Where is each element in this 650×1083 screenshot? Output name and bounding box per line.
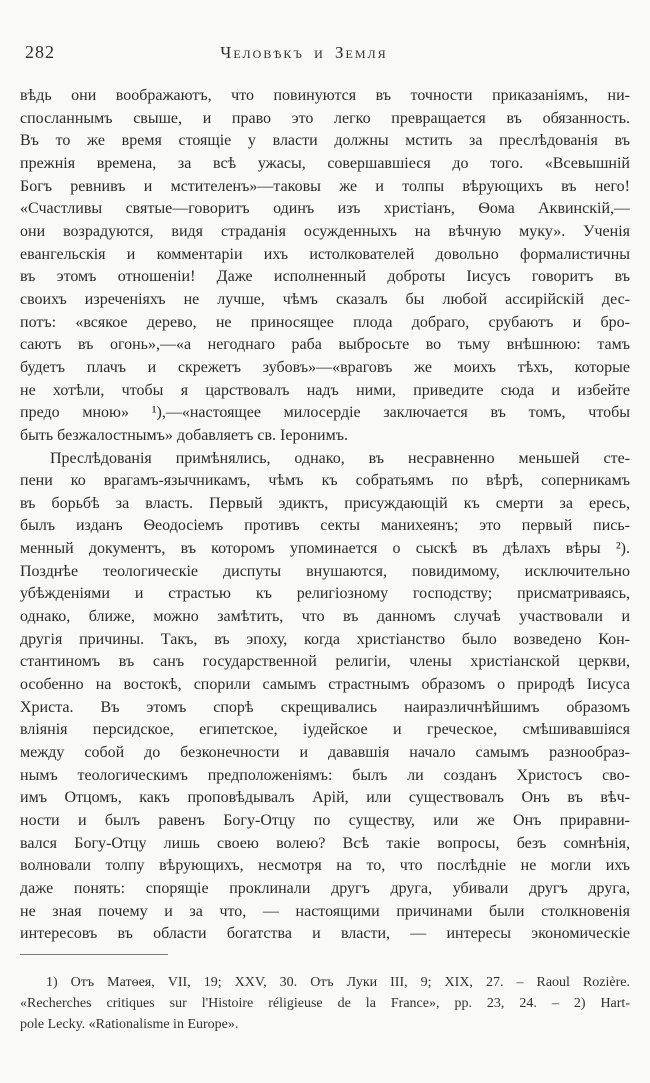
text-line: прежнія времена, за всѣ ужасы, совершавшіеся до того. «Всевышній xyxy=(20,154,630,172)
running-title: Человѣкъ и Земля xyxy=(220,43,388,62)
text-line: ности и былъ равенъ Богу-Отцу по существу, или же Онъ приравни- xyxy=(20,812,630,829)
text-line: Преслѣдованія примѣнялись, однако, въ несравненно меньшей сте- xyxy=(50,449,630,467)
text-line: евангельскія и комментаріи ихъ истолкователей довольно формалистичны xyxy=(20,245,630,263)
text-line: будетъ плачъ и скрежетъ зубовъ»—«враговъ же моихъ тѣхъ, которые xyxy=(20,358,630,376)
text-line: Въ то же время стоящіе у власти должны мстить за преслѣдованія въ xyxy=(20,132,630,150)
text-line: они возрадуются, видя страданія осужденныхъ на вѣчную муку». Ученія xyxy=(20,222,630,240)
text-line: «Счастливы святые—говоритъ одинъ изъ христіанъ, Ѳома Аквинскій,— xyxy=(20,200,630,218)
text-line: спосланнымъ свыше, и право это легко превращается въ обязанность. xyxy=(20,109,630,127)
text-line: однако, ближе, можно замѣтить, что въ данномъ случаѣ участвовали и xyxy=(20,608,630,626)
text-line: въ этомъ отношеніи! Даже исполненный доброты Іисусъ говоритъ въ xyxy=(20,268,630,286)
text-line: интересовъ въ области богатства и власти, — интересы экономическіе xyxy=(20,925,630,943)
text-line: убѣжденіями и страстью къ религіозному господству; присматриваясь, xyxy=(20,585,630,603)
footnotes xyxy=(20,973,630,1035)
text-line: Христа. Въ этомъ спорѣ скрещивались наиразличнѣйшимъ образомъ xyxy=(20,698,630,716)
footnote-separator xyxy=(20,954,168,955)
text-line: стантиномъ въ санъ государственной религіи, члены христіанской церкви, xyxy=(20,653,630,671)
paragraph-2 xyxy=(20,448,630,946)
text-line: былъ изданъ Ѳеодосіемъ противъ секты манихеянъ; это первый пись- xyxy=(20,517,630,535)
text-line: вѣдь они воображаютъ, что повинуются въ точности приказаніямъ, ни- xyxy=(20,87,630,104)
text-line: Позднѣе теологическіе диспуты внушаются, повидимому, исключительно xyxy=(20,562,630,580)
paragraph-1 xyxy=(20,85,630,448)
text-line: имъ Отцомъ, какъ проповѣдывалъ Арій, или существовалъ Онъ въ вѣч- xyxy=(20,789,630,807)
page-body xyxy=(20,85,630,946)
text-line: потъ: «всякое дерево, не приносящее плода добраго, срубаютъ и бро- xyxy=(20,313,630,331)
text-line: волновали толпу вѣрующихъ, несмотря на то, что послѣдніе не могли ихъ xyxy=(20,857,630,875)
text-line: пени ко врагамъ-язычникамъ, чѣмъ къ собратьямъ по вѣрѣ, соперникамъ xyxy=(20,472,630,490)
text-line: нымъ теологическимъ предположеніямъ: былъ ли созданъ Христосъ сво- xyxy=(20,766,630,784)
text-line: Богъ ревнивъ и мстителенъ»—таковы же и толпы вѣрующихъ въ него! xyxy=(20,177,630,195)
text-line: не хотѣли, чтобы я царствовалъ надъ ними, приведите сюда и избейте xyxy=(20,381,630,399)
text-line: pole Lecky. «Rationalisme in Europe». xyxy=(20,1016,239,1032)
text-line: быть безжалостнымъ» добавляетъ св. Іеронимъ. xyxy=(20,426,348,444)
text-line: своихъ изреченіяхъ не лучше, чѣмъ сказалъ бы любой ассирійскій дес- xyxy=(20,290,630,308)
text-line: въ борьбѣ за власть. Первый эдиктъ, присуждающій къ смерти за ересь, xyxy=(20,494,630,512)
text-line: «Recherches critiques sur l'Histoire réligieuse de la France», pp. 23, 24. – 2) Hart- xyxy=(20,995,630,1011)
text-line: не зная почему и за что, — настоящими причинами были столкновенія xyxy=(20,902,630,920)
text-line: саютъ въ огонь»,—«а негоднаго раба выбросьте во тьму внѣшнюю: тамъ xyxy=(20,336,630,354)
text-line: особенно на востокѣ, спорили самымъ страстнымъ образомъ о природѣ Іисуса xyxy=(20,676,630,694)
text-line: менный документъ, въ которомъ упоминается о сыскѣ въ дѣлахъ вѣры ²). xyxy=(20,540,630,558)
text-line: между собой до безконечности и дававшія начало самымъ разнообраз- xyxy=(20,744,630,762)
page-header xyxy=(25,42,625,64)
text-line: вліянія персидское, египетское, іудейское и греческое, смѣшивавшіяся xyxy=(20,721,630,739)
text-line: другія причины. Такъ, въ эпоху, когда христіанство было возведено Кон- xyxy=(20,630,630,648)
text-line: даже понять: спорящіе проклинали другъ друга, убивали другъ друга, xyxy=(20,879,630,897)
text-line: предо мною» ¹),—«настоящее милосердіе заключается въ томъ, чтобы xyxy=(20,404,630,422)
page-number: 282 xyxy=(25,42,55,62)
text-line: 1) Отъ Матѳея, VII, 19; XXV, 30. Отъ Луки III, 9; XIX, 27. – Raoul Rozière. xyxy=(46,975,630,990)
text-line: вался Богу-Отцу лишь своею волею? Всѣ такіе вопросы, безъ сомнѣнія, xyxy=(20,834,630,852)
